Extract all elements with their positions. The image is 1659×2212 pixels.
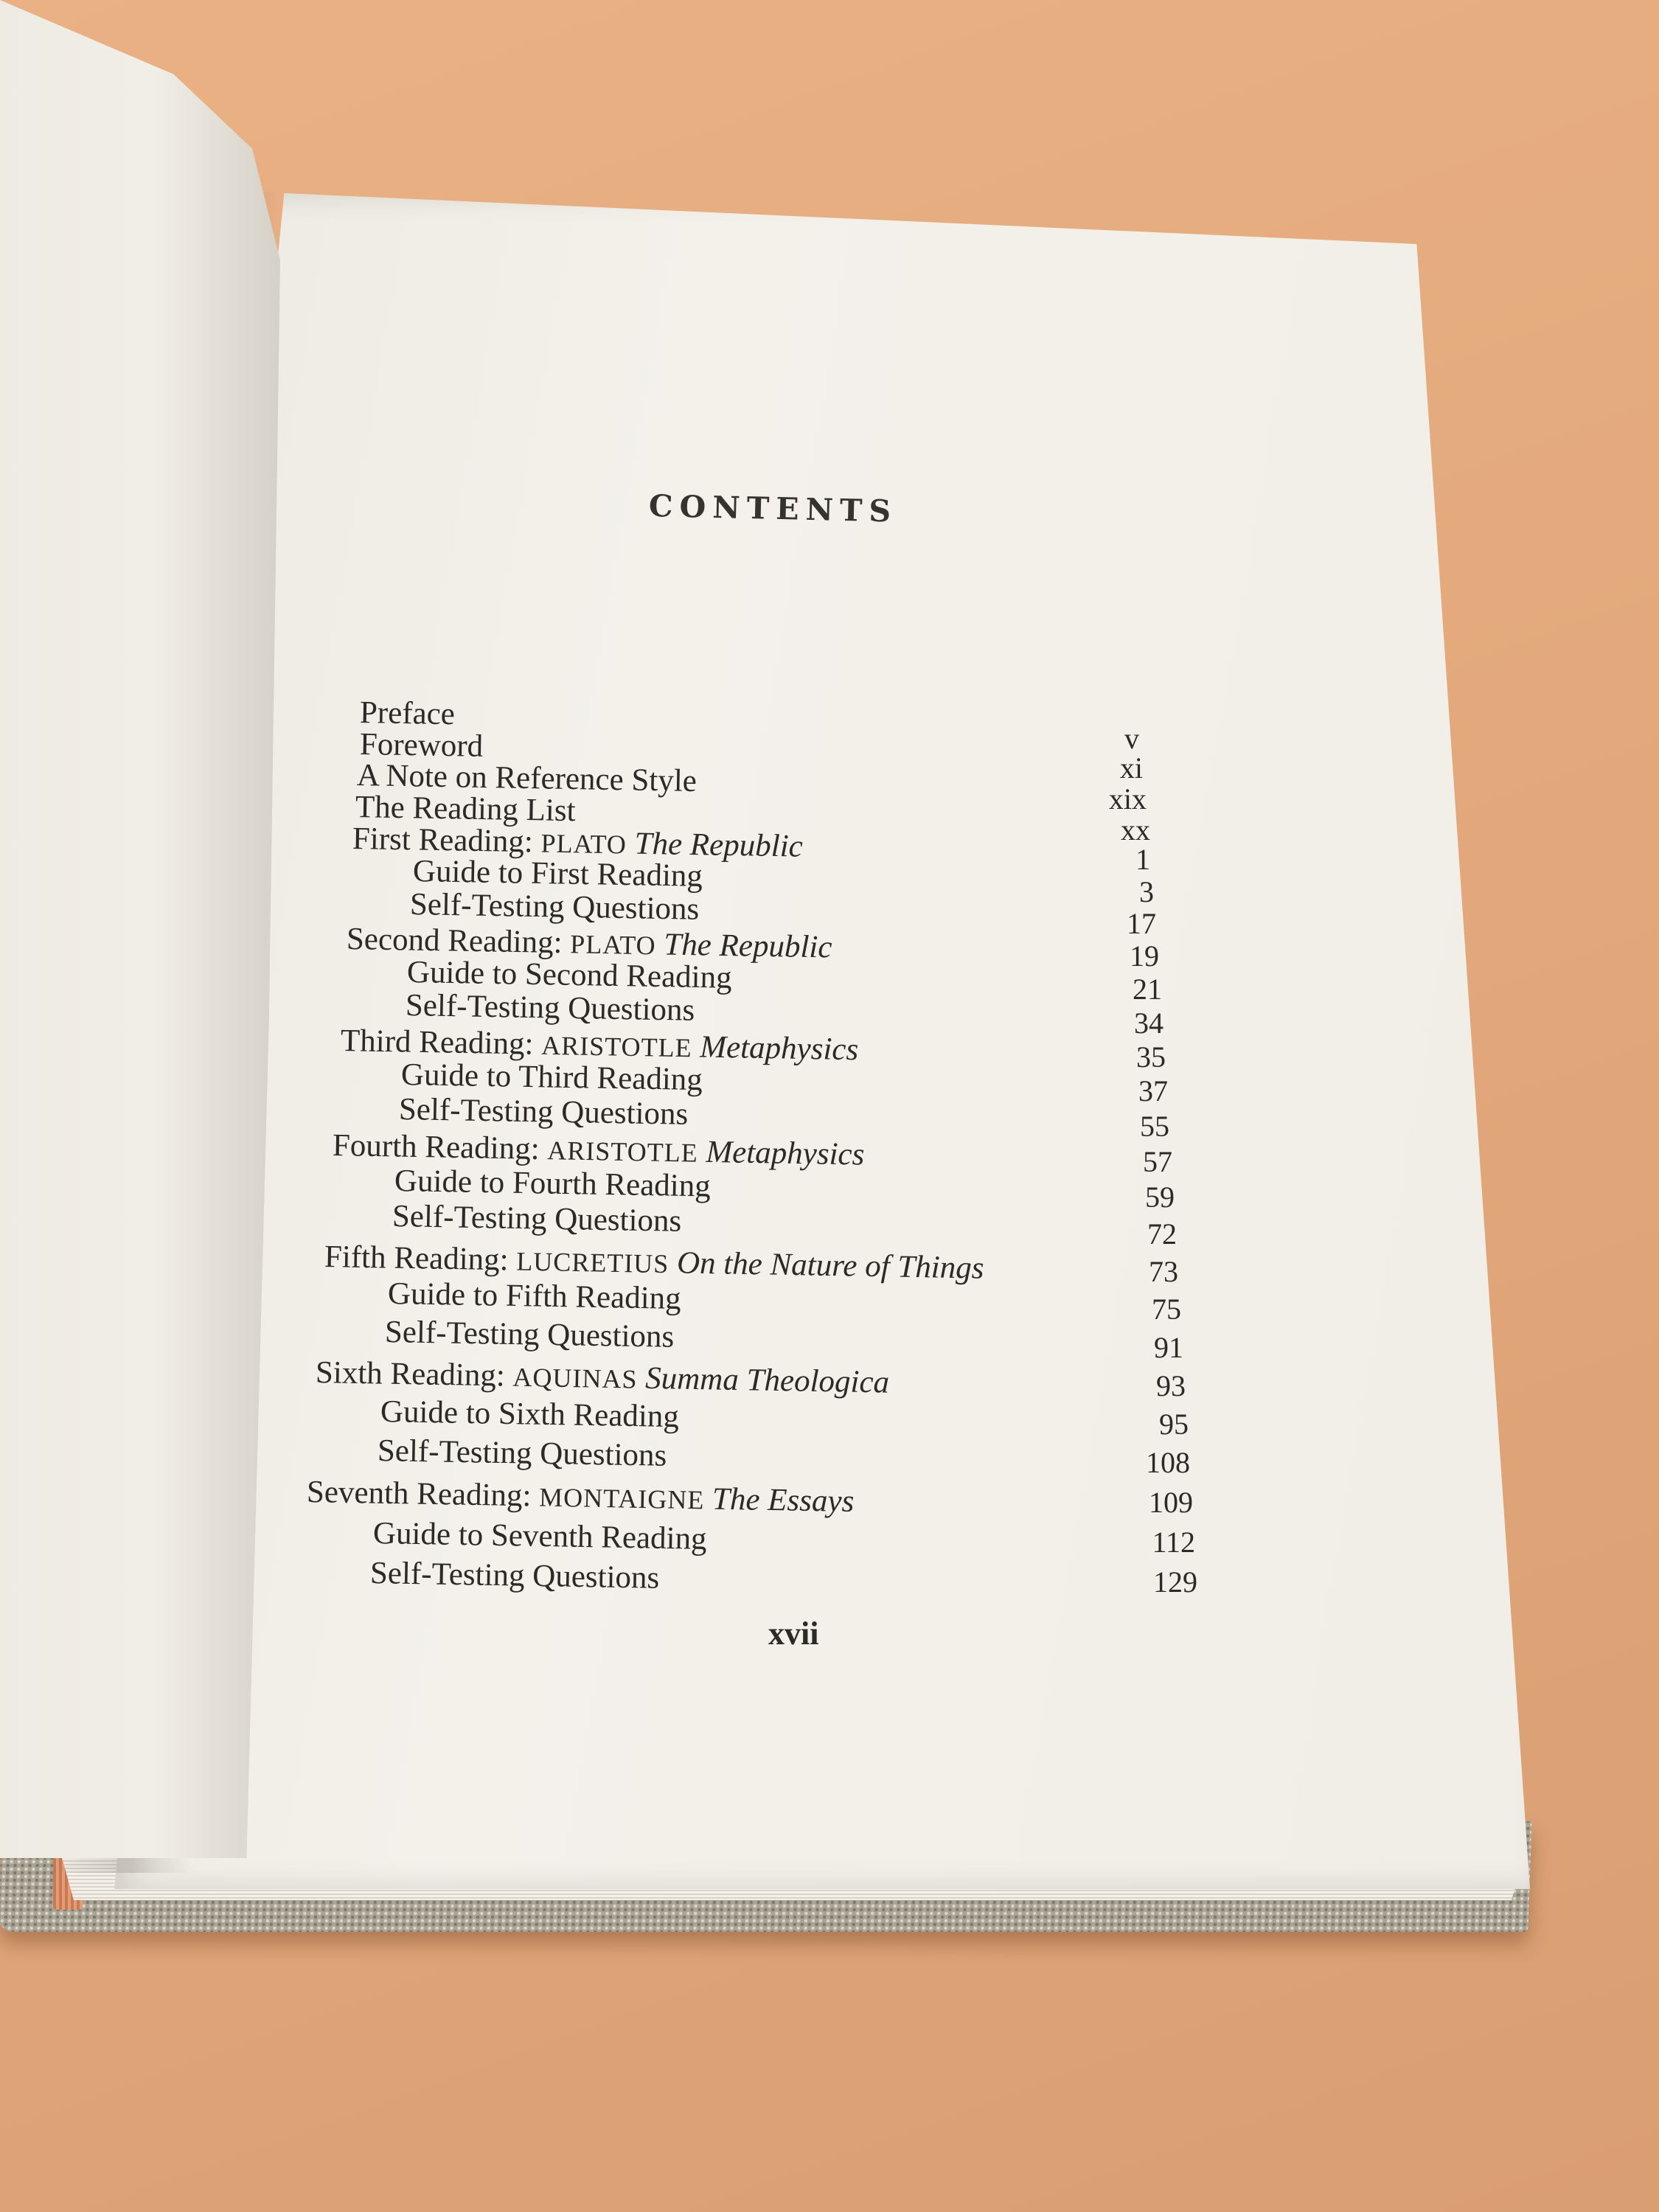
toc-page-number: 21 — [1133, 973, 1162, 1006]
toc-entry-12 — [401, 1059, 703, 1096]
toc-entry-label: Guide to Third Reading — [400, 1057, 703, 1098]
toc-entry-20 — [316, 1357, 890, 1399]
toc-page-number: 57 — [1143, 1145, 1172, 1178]
toc-entry-work: Metaphysics — [699, 1029, 859, 1068]
toc-entry-label: Self-Testing Questions — [384, 1315, 675, 1354]
toc-entry-25 — [370, 1557, 660, 1594]
toc-entry-label: Second Reading: — [346, 922, 563, 961]
toc-entry-label: Self-Testing Questions — [398, 1092, 689, 1132]
toc-entry-label: First Reading: — [352, 821, 534, 860]
toc-page-number: 34 — [1134, 1006, 1164, 1040]
toc-entry-label: Fourth Reading: — [332, 1128, 540, 1166]
toc-page-number: 17 — [1127, 907, 1156, 940]
toc-entry-label: Guide to Fifth Reading — [387, 1276, 682, 1316]
toc-entry-author: MONTAIGNE — [538, 1482, 705, 1515]
toc-page-number: 72 — [1147, 1217, 1177, 1251]
toc-entry-author: LUCRETIUS — [515, 1246, 669, 1279]
page-folio: xvii — [768, 1615, 819, 1652]
toc-page-number: 129 — [1153, 1565, 1197, 1599]
toc-page-number: 93 — [1156, 1369, 1186, 1402]
toc-entry-label: A Note on Reference Style — [356, 758, 698, 799]
toc-entry-18 — [388, 1278, 681, 1315]
toc-entry-label: Guide to Sixth Reading — [380, 1394, 680, 1435]
toc-page-number: xix — [1108, 782, 1147, 815]
toc-entry-work: The Republic — [634, 826, 804, 864]
toc-page-number: 37 — [1138, 1074, 1168, 1107]
toc-entry-2 — [360, 728, 484, 762]
toc-entry-label: Self-Testing Questions — [392, 1199, 682, 1239]
toc-page-number: xx — [1121, 813, 1150, 846]
toc-entry-label: Self-Testing Questions — [409, 887, 700, 927]
toc-page-number: v — [1124, 722, 1139, 755]
toc-entry-work: Summa Theologica — [644, 1360, 890, 1400]
toc-entry-work: Metaphysics — [706, 1134, 865, 1172]
toc-page-number: 109 — [1149, 1486, 1193, 1519]
toc-entry-9 — [407, 956, 732, 994]
toc-page-number: xi — [1119, 751, 1143, 785]
toc-entry-author: PLATO — [540, 828, 627, 860]
toc-page-number: 108 — [1146, 1446, 1190, 1479]
toc-entry-label: Seventh Reading: — [306, 1475, 532, 1514]
toc-entry-label: Self-Testing Questions — [369, 1556, 660, 1596]
toc-entry-label: Guide to Seventh Reading — [372, 1516, 707, 1557]
toc-entry-1 — [360, 697, 456, 730]
toc-entry-13 — [399, 1093, 689, 1130]
toc-entry-author: PLATO — [569, 929, 656, 961]
toc-page-number: 59 — [1145, 1180, 1175, 1214]
toc-entry-19 — [385, 1316, 675, 1353]
toc-entry-label: Guide to Fourth Reading — [394, 1164, 712, 1204]
toc-page-number: 1 — [1135, 843, 1150, 876]
toc-entry-22 — [378, 1435, 667, 1472]
toc-entry-6 — [413, 855, 703, 892]
contents-heading: CONTENTS — [648, 488, 898, 529]
toc-page-number: 75 — [1152, 1293, 1181, 1326]
toc-entry-16 — [392, 1200, 682, 1237]
toc-entry-label: Self-Testing Questions — [405, 988, 695, 1028]
toc-entry-23 — [307, 1476, 855, 1517]
toc-page-number: 55 — [1140, 1110, 1169, 1143]
toc-entry-21 — [380, 1396, 680, 1433]
toc-entry-label: Preface — [359, 695, 456, 732]
toc-entry-author: ARISTOTLE — [547, 1135, 699, 1168]
toc-entry-label: The Reading List — [355, 790, 576, 829]
toc-entry-24 — [373, 1517, 707, 1555]
toc-entry-label: Guide to First Reading — [412, 854, 703, 894]
toc-page-number: 19 — [1130, 939, 1159, 973]
toc-page-number: 95 — [1159, 1408, 1189, 1441]
toc-entry-label: Sixth Reading: — [315, 1355, 506, 1394]
toc-entry-10 — [406, 990, 695, 1026]
toc-page-number: 35 — [1136, 1040, 1166, 1074]
toc-entry-7 — [410, 888, 700, 925]
toc-entry-work: On the Nature of Things — [676, 1245, 984, 1286]
toc-entry-15 — [394, 1165, 711, 1202]
toc-entry-label: Foreword — [359, 727, 484, 764]
toc-page-number: 112 — [1152, 1526, 1195, 1559]
toc-entry-label: Self-Testing Questions — [377, 1433, 667, 1473]
toc-entry-label: Third Reading: — [340, 1023, 534, 1062]
toc-entry-author: AQUINAS — [512, 1362, 638, 1394]
toc-page-number: 73 — [1149, 1255, 1178, 1288]
toc-entry-author: ARISTOTLE — [540, 1030, 692, 1063]
toc-entry-label: Fifth Reading: — [324, 1239, 509, 1278]
toc-entry-work: The Republic — [663, 927, 832, 965]
toc-page-number: 3 — [1139, 875, 1154, 908]
toc-page-number: 91 — [1154, 1331, 1183, 1364]
toc-entry-label: Guide to Second Reading — [406, 955, 733, 995]
toc-entry-work: The Essays — [712, 1481, 855, 1519]
